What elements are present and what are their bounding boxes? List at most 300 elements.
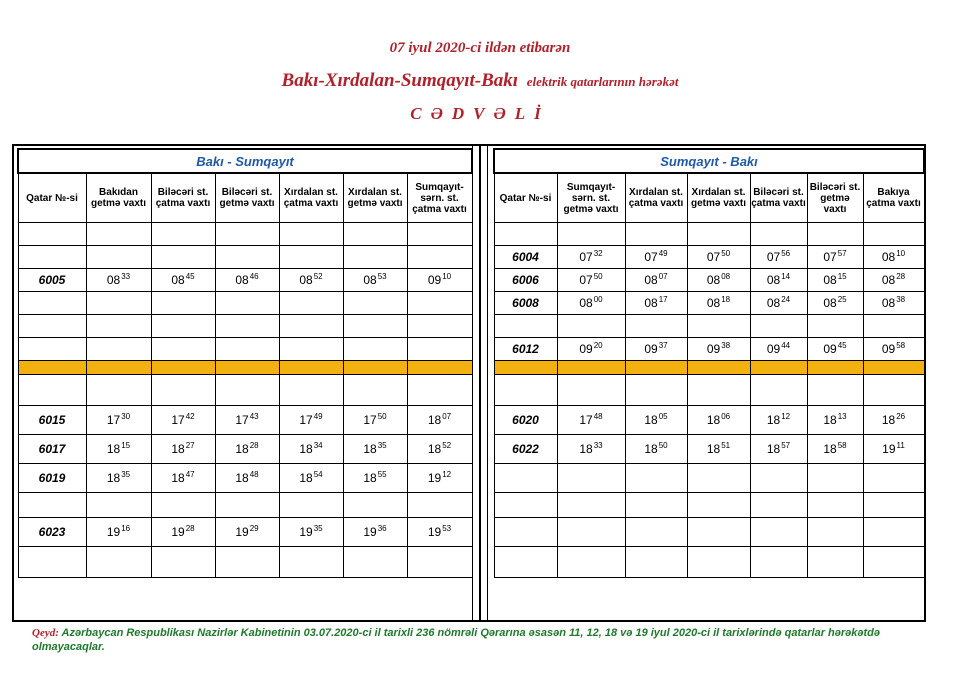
time-minute: 56 — [781, 249, 791, 258]
time-minute: 07 — [658, 272, 668, 281]
train-number — [494, 493, 557, 518]
time-hour: 18 — [823, 413, 837, 427]
time-cell — [750, 547, 807, 578]
time-cell — [151, 518, 215, 547]
time-cell — [215, 464, 279, 493]
time-minute: 49 — [658, 249, 668, 258]
time-hour: 18 — [427, 442, 442, 456]
time-hour: 17 — [299, 413, 313, 427]
time-minute: 50 — [593, 272, 603, 281]
time-minute: 45 — [837, 341, 847, 350]
time-cell — [687, 547, 750, 578]
train-number — [18, 292, 86, 315]
time-minute: 11 — [896, 441, 905, 450]
time-hour: 18 — [579, 442, 593, 456]
train-number: 6006 — [494, 269, 557, 292]
time-cell — [407, 375, 472, 406]
train-number — [494, 547, 557, 578]
table-row — [18, 292, 472, 315]
time-cell — [343, 223, 407, 246]
time-cell — [279, 464, 343, 493]
time-hour: 08 — [706, 296, 721, 310]
time-cell — [863, 518, 924, 547]
time-cell — [151, 246, 215, 269]
time-hour: 17 — [106, 413, 121, 427]
column-header: Sumqayıt-sərn. st. getmə vaxtı — [557, 173, 625, 223]
time-hour: 17 — [579, 413, 593, 427]
time-hour: 18 — [644, 413, 658, 427]
time-hour: 08 — [766, 273, 781, 287]
column-header: Xırdalan st. getmə vaxtı — [687, 173, 750, 223]
time-cell — [625, 406, 687, 435]
time-hour: 08 — [106, 273, 121, 287]
column-header: Biləcəri st. çatma vaxtı — [750, 173, 807, 223]
table-row — [494, 292, 924, 315]
time-cell — [343, 375, 407, 406]
time-cell — [215, 493, 279, 518]
table-row — [18, 547, 472, 578]
time-minute: 46 — [249, 272, 259, 281]
time-cell — [750, 246, 807, 269]
time-cell — [687, 223, 750, 246]
time-cell — [279, 338, 343, 361]
time-minute: 26 — [896, 412, 906, 421]
time-cell — [86, 361, 151, 375]
time-hour: 18 — [766, 442, 781, 456]
time-minute: 34 — [313, 441, 323, 450]
time-minute: 58 — [896, 341, 906, 350]
schedule-route-line — [0, 70, 960, 92]
time-cell — [863, 361, 924, 375]
table-row — [18, 406, 472, 435]
time-cell — [407, 269, 472, 292]
time-cell — [625, 493, 687, 518]
time-cell — [343, 338, 407, 361]
time-cell — [215, 246, 279, 269]
time-minute: 50 — [721, 249, 731, 258]
column-header: Xırdalan st. çatma vaxtı — [625, 173, 687, 223]
time-cell — [215, 518, 279, 547]
time-cell — [215, 292, 279, 315]
time-cell — [750, 435, 807, 464]
time-minute: 36 — [377, 524, 387, 533]
table-row — [18, 518, 472, 547]
time-cell — [687, 493, 750, 518]
time-cell — [625, 375, 687, 406]
time-cell — [343, 493, 407, 518]
time-cell — [863, 338, 924, 361]
time-cell — [86, 406, 151, 435]
time-minute: 32 — [593, 249, 603, 258]
time-minute: 35 — [377, 441, 387, 450]
time-minute: 25 — [837, 295, 847, 304]
time-cell — [807, 223, 863, 246]
time-hour: 17 — [363, 413, 377, 427]
time-cell — [407, 493, 472, 518]
time-hour: 19 — [427, 525, 442, 539]
time-cell — [557, 493, 625, 518]
time-cell — [750, 406, 807, 435]
time-cell — [557, 292, 625, 315]
time-hour: 09 — [881, 342, 896, 356]
time-minute: 27 — [185, 441, 195, 450]
train-number — [18, 223, 86, 246]
time-minute: 16 — [121, 524, 131, 533]
time-cell — [625, 246, 687, 269]
time-minute: 33 — [121, 272, 131, 281]
time-cell — [343, 518, 407, 547]
train-number: 6004 — [494, 246, 557, 269]
column-header: Xırdalan st. getmə vaxtı — [343, 173, 407, 223]
train-number: 6019 — [18, 464, 86, 493]
time-cell — [750, 464, 807, 493]
time-cell — [687, 315, 750, 338]
time-cell — [863, 547, 924, 578]
table-row — [18, 269, 472, 292]
time-cell — [687, 361, 750, 375]
column-header: Biləcəri st. getmə vaxtı — [215, 173, 279, 223]
table-row — [18, 435, 472, 464]
time-cell — [86, 338, 151, 361]
time-hour: 08 — [644, 296, 658, 310]
time-cell — [343, 269, 407, 292]
time-minute: 10 — [896, 249, 906, 258]
time-cell — [687, 406, 750, 435]
time-hour: 18 — [171, 471, 185, 485]
time-cell — [807, 269, 863, 292]
time-hour: 09 — [766, 342, 781, 356]
time-cell — [863, 292, 924, 315]
time-hour: 18 — [644, 442, 658, 456]
table-row — [494, 464, 924, 493]
time-cell — [151, 223, 215, 246]
time-hour: 18 — [706, 442, 721, 456]
time-hour: 19 — [171, 525, 185, 539]
time-minute: 47 — [185, 470, 195, 479]
time-cell — [863, 435, 924, 464]
time-cell — [807, 246, 863, 269]
time-hour: 18 — [706, 413, 721, 427]
time-minute: 20 — [593, 341, 603, 350]
schedule-title: CƏDVƏLİ — [410, 104, 550, 123]
time-cell — [863, 223, 924, 246]
train-number: 6020 — [494, 406, 557, 435]
time-cell — [86, 493, 151, 518]
time-cell — [215, 361, 279, 375]
time-cell — [86, 269, 151, 292]
train-number — [494, 375, 557, 406]
time-cell — [750, 315, 807, 338]
time-hour: 19 — [427, 471, 442, 485]
route-name: Bakı-Xırdalan-Sumqayıt-Bakı — [281, 70, 519, 91]
time-cell — [807, 406, 863, 435]
time-cell — [687, 338, 750, 361]
time-minute: 28 — [185, 524, 195, 533]
time-cell — [215, 223, 279, 246]
time-cell — [750, 338, 807, 361]
time-minute: 50 — [658, 441, 668, 450]
time-cell — [863, 315, 924, 338]
time-cell — [407, 246, 472, 269]
time-hour: 18 — [235, 471, 249, 485]
time-cell — [151, 269, 215, 292]
time-cell — [86, 223, 151, 246]
time-cell — [807, 547, 863, 578]
time-cell — [151, 406, 215, 435]
time-hour: 18 — [171, 442, 185, 456]
time-cell — [863, 406, 924, 435]
train-number — [494, 315, 557, 338]
time-cell — [750, 361, 807, 375]
time-cell — [86, 547, 151, 578]
time-hour: 18 — [299, 442, 313, 456]
time-hour: 19 — [882, 442, 896, 456]
time-hour: 07 — [579, 250, 593, 264]
time-minute: 35 — [121, 470, 131, 479]
time-cell — [863, 464, 924, 493]
time-cell — [151, 361, 215, 375]
footnote — [32, 626, 912, 654]
time-hour: 08 — [766, 296, 781, 310]
time-cell — [557, 435, 625, 464]
table-row — [494, 493, 924, 518]
time-cell — [215, 435, 279, 464]
time-cell — [863, 269, 924, 292]
time-cell — [807, 435, 863, 464]
schedule-date-line: 07 iyul 2020-ci ildən etibarən — [389, 40, 571, 56]
train-number — [18, 493, 86, 518]
time-hour: 07 — [579, 273, 593, 287]
timetable-sumqayit-baku — [493, 148, 925, 578]
time-minute: 33 — [593, 441, 603, 450]
time-cell — [151, 292, 215, 315]
table-row — [18, 246, 472, 269]
time-cell — [625, 292, 687, 315]
time-cell — [863, 493, 924, 518]
time-cell — [215, 547, 279, 578]
time-cell — [625, 518, 687, 547]
time-hour: 18 — [363, 471, 377, 485]
time-cell — [863, 375, 924, 406]
time-minute: 12 — [442, 470, 452, 479]
time-hour: 08 — [823, 296, 837, 310]
time-hour: 19 — [235, 525, 249, 539]
time-hour: 18 — [881, 413, 896, 427]
time-cell — [151, 338, 215, 361]
time-cell — [625, 338, 687, 361]
time-cell — [215, 375, 279, 406]
time-minute: 28 — [896, 272, 906, 281]
time-hour: 17 — [235, 413, 249, 427]
time-cell — [687, 292, 750, 315]
time-minute: 07 — [442, 412, 452, 421]
time-cell — [557, 338, 625, 361]
time-cell — [279, 315, 343, 338]
time-hour: 08 — [881, 250, 896, 264]
time-minute: 30 — [121, 412, 131, 421]
time-cell — [625, 547, 687, 578]
time-hour: 09 — [706, 342, 721, 356]
time-cell — [750, 518, 807, 547]
time-cell — [86, 315, 151, 338]
table-row — [494, 246, 924, 269]
time-cell — [343, 464, 407, 493]
time-minute: 15 — [121, 441, 131, 450]
column-header: Bakıdan getmə vaxtı — [86, 173, 151, 223]
time-hour: 18 — [235, 442, 249, 456]
time-cell — [407, 223, 472, 246]
time-cell — [151, 315, 215, 338]
time-cell — [557, 246, 625, 269]
table-row — [494, 269, 924, 292]
time-minute: 08 — [721, 272, 731, 281]
time-cell — [625, 361, 687, 375]
train-number: 6008 — [494, 292, 557, 315]
time-hour: 07 — [766, 250, 781, 264]
time-hour: 08 — [235, 273, 249, 287]
train-number — [494, 464, 557, 493]
column-header: Sumqayıt-sərn. st. çatma vaxtı — [407, 173, 472, 223]
time-cell — [625, 435, 687, 464]
time-hour: 19 — [106, 525, 121, 539]
time-minute: 38 — [896, 295, 906, 304]
time-cell — [86, 246, 151, 269]
time-minute: 51 — [721, 441, 731, 450]
train-number: 6023 — [18, 518, 86, 547]
time-hour: 08 — [363, 273, 377, 287]
time-hour: 18 — [106, 442, 121, 456]
time-minute: 48 — [249, 470, 259, 479]
time-cell — [625, 464, 687, 493]
time-cell — [807, 361, 863, 375]
time-minute: 57 — [837, 249, 847, 258]
time-minute: 54 — [313, 470, 323, 479]
time-cell — [215, 269, 279, 292]
time-cell — [279, 493, 343, 518]
time-hour: 18 — [427, 413, 442, 427]
time-minute: 44 — [781, 341, 791, 350]
timetable-divider — [472, 146, 488, 620]
time-cell — [407, 315, 472, 338]
time-hour: 19 — [299, 525, 313, 539]
time-hour: 08 — [171, 273, 185, 287]
time-cell — [687, 246, 750, 269]
time-hour: 08 — [299, 273, 313, 287]
time-cell — [279, 292, 343, 315]
time-hour: 19 — [363, 525, 377, 539]
time-hour: 07 — [644, 250, 658, 264]
time-hour: 08 — [823, 273, 837, 287]
time-cell — [343, 547, 407, 578]
time-cell — [343, 361, 407, 375]
time-minute: 48 — [593, 412, 603, 421]
table-row — [18, 223, 472, 246]
time-cell — [86, 292, 151, 315]
time-cell — [151, 435, 215, 464]
table-row — [18, 375, 472, 406]
time-hour: 08 — [579, 296, 593, 310]
column-header: Qatar №-si — [494, 173, 557, 223]
train-number — [18, 315, 86, 338]
time-cell — [343, 435, 407, 464]
time-cell — [151, 547, 215, 578]
time-minute: 29 — [249, 524, 259, 533]
time-minute: 37 — [658, 341, 668, 350]
time-cell — [343, 246, 407, 269]
table-row — [494, 315, 924, 338]
route-subtitle: elektrik qatarlarının hərəkət — [526, 74, 679, 89]
table-row — [18, 361, 472, 375]
time-cell — [625, 223, 687, 246]
time-cell — [687, 464, 750, 493]
table-row — [18, 493, 472, 518]
table-row — [494, 435, 924, 464]
time-cell — [750, 269, 807, 292]
time-minute: 55 — [377, 470, 387, 479]
time-cell — [279, 547, 343, 578]
time-cell — [279, 361, 343, 375]
table-row — [494, 338, 924, 361]
train-number — [18, 375, 86, 406]
direction-title: Sumqayıt - Bakı — [494, 149, 924, 173]
column-header: Biləcəri st. çatma vaxtı — [151, 173, 215, 223]
time-minute: 13 — [837, 412, 847, 421]
time-cell — [557, 315, 625, 338]
time-cell — [215, 406, 279, 435]
time-hour: 08 — [706, 273, 721, 287]
table-row — [494, 518, 924, 547]
time-cell — [215, 315, 279, 338]
column-header: Xırdalan st. çatma vaxtı — [279, 173, 343, 223]
time-cell — [625, 269, 687, 292]
time-hour: 08 — [644, 273, 658, 287]
table-row — [494, 547, 924, 578]
table-row — [494, 223, 924, 246]
time-minute: 28 — [249, 441, 259, 450]
time-cell — [407, 464, 472, 493]
time-cell — [343, 315, 407, 338]
direction-title: Bakı - Sumqayıt — [18, 149, 472, 173]
time-cell — [557, 406, 625, 435]
time-cell — [807, 292, 863, 315]
train-number — [18, 361, 86, 375]
table-row — [494, 375, 924, 406]
time-hour: 09 — [644, 342, 658, 356]
time-hour: 07 — [706, 250, 721, 264]
time-cell — [557, 375, 625, 406]
time-minute: 57 — [781, 441, 791, 450]
time-cell — [407, 292, 472, 315]
time-hour: 09 — [427, 273, 442, 287]
time-cell — [687, 375, 750, 406]
time-minute: 06 — [721, 412, 731, 421]
time-cell — [557, 361, 625, 375]
time-cell — [86, 375, 151, 406]
table-row — [18, 315, 472, 338]
time-minute: 12 — [781, 412, 791, 421]
time-minute: 53 — [377, 272, 387, 281]
time-cell — [807, 375, 863, 406]
time-cell — [407, 338, 472, 361]
timetable-baku-sumqayit — [17, 148, 473, 578]
train-number: 6005 — [18, 269, 86, 292]
time-cell — [279, 223, 343, 246]
time-cell — [750, 292, 807, 315]
time-minute: 17 — [658, 295, 668, 304]
time-hour: 08 — [881, 296, 896, 310]
time-minute: 49 — [313, 412, 323, 421]
time-cell — [687, 518, 750, 547]
